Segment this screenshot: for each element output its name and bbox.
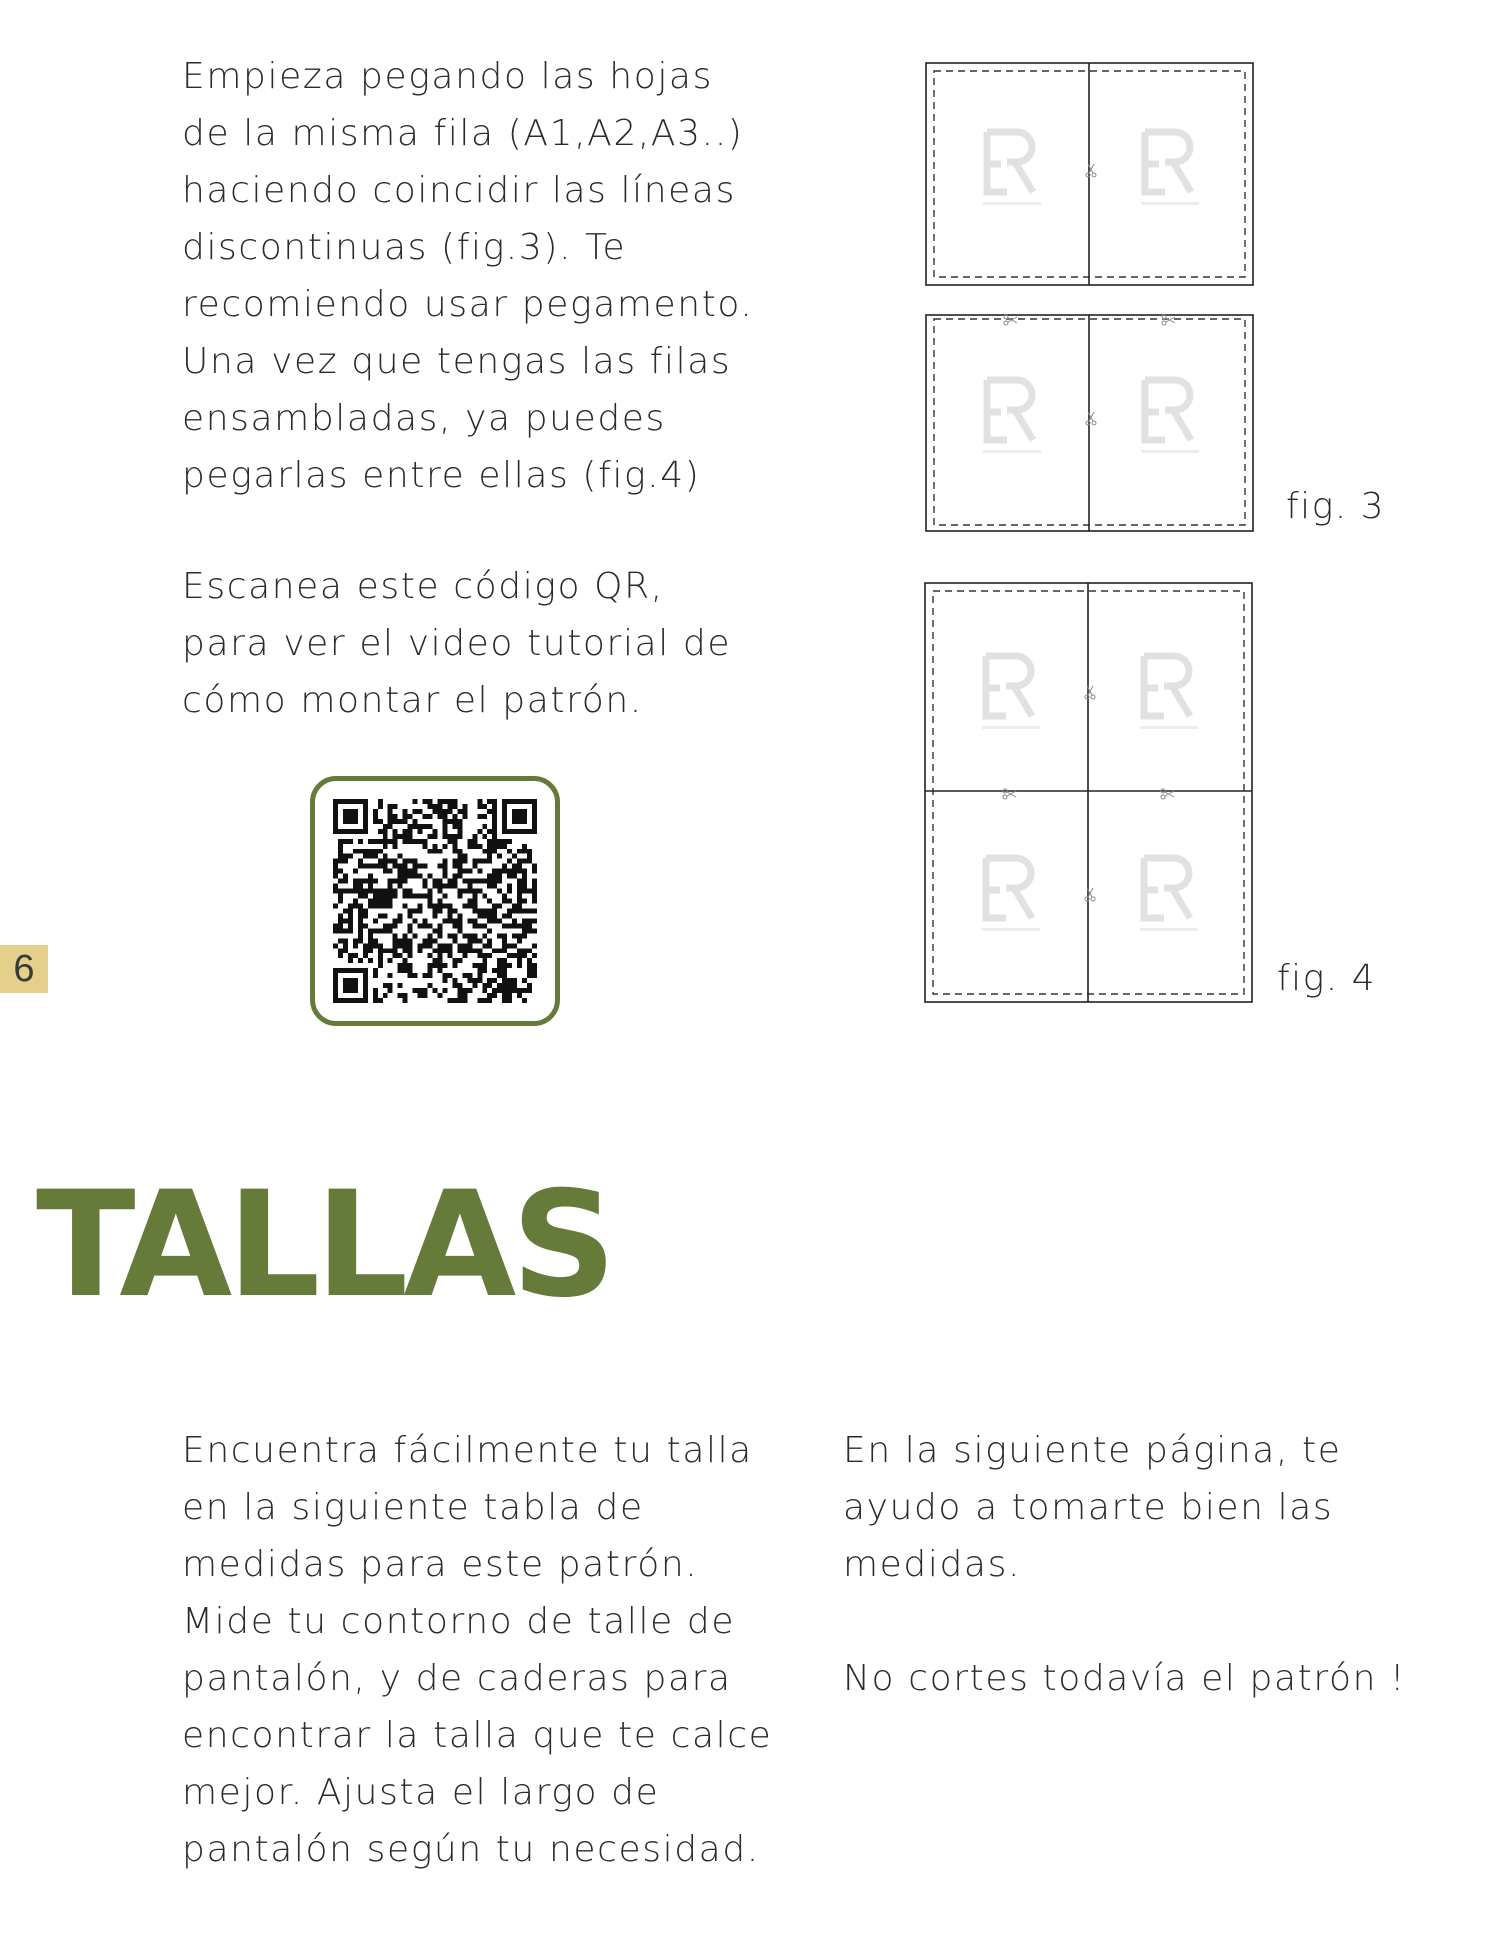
paragraph-gap <box>843 1593 1406 1650</box>
page-number: 6 <box>0 945 48 993</box>
intro-line: recomiendo usar pegamento. <box>182 284 754 325</box>
intro-line: Empieza pegando las hojas <box>182 56 713 97</box>
figure-4-label: fig. 4 <box>1277 958 1377 999</box>
intro-paragraph <box>182 48 753 504</box>
qr-line: Escanea este código QR, <box>182 566 664 607</box>
tallas-left-paragraph <box>182 1422 772 1878</box>
figure-4 <box>924 582 1254 1008</box>
tallas-right-paragraph <box>843 1422 1406 1707</box>
intro-line: de la misma fila (A1,A2,A3..) <box>182 113 744 154</box>
figure-3-diagram <box>925 62 1255 534</box>
tallas-left-line: pantalón según tu necesidad. <box>182 1829 760 1870</box>
intro-line: haciendo coincidir las líneas <box>182 170 736 211</box>
figure-3 <box>925 62 1255 538</box>
intro-line: discontinuas (fig.3). Te <box>182 227 627 268</box>
tallas-left-line: en la siguiente tabla de <box>182 1487 644 1528</box>
tallas-left-line: mejor. Ajusta el largo de <box>182 1772 660 1813</box>
qr-line: cómo montar el patrón. <box>182 680 643 721</box>
tallas-right-note: No cortes todavía el patrón ! <box>843 1658 1407 1699</box>
tallas-left-line: pantalón, y de caderas para <box>182 1658 732 1699</box>
figure-4-diagram <box>924 582 1254 1004</box>
qr-code-icon <box>333 799 537 1003</box>
tallas-left-line: encontrar la talla que te calce <box>182 1715 773 1756</box>
qr-code-frame[interactable] <box>310 776 560 1026</box>
intro-line: pegarlas entre ellas (fig.4) <box>182 455 701 496</box>
intro-line: Una vez que tengas las filas <box>182 341 732 382</box>
section-title: TALLAS <box>36 1160 612 1330</box>
figure-3-label: fig. 3 <box>1286 486 1386 527</box>
tallas-right-line: medidas. <box>843 1544 1021 1585</box>
tallas-left-line: medidas para este patrón. <box>182 1544 699 1585</box>
tallas-right-line: ayudo a tomarte bien las <box>843 1487 1334 1528</box>
tallas-right-line: En la siguiente página, te <box>843 1430 1342 1471</box>
qr-line: para ver el video tutorial de <box>182 623 732 664</box>
tallas-left-line: Encuentra fácilmente tu talla <box>182 1430 753 1471</box>
tallas-left-line: Mide tu contorno de talle de <box>182 1601 736 1642</box>
qr-paragraph <box>182 558 731 729</box>
intro-line: ensambladas, ya puedes <box>182 398 666 439</box>
